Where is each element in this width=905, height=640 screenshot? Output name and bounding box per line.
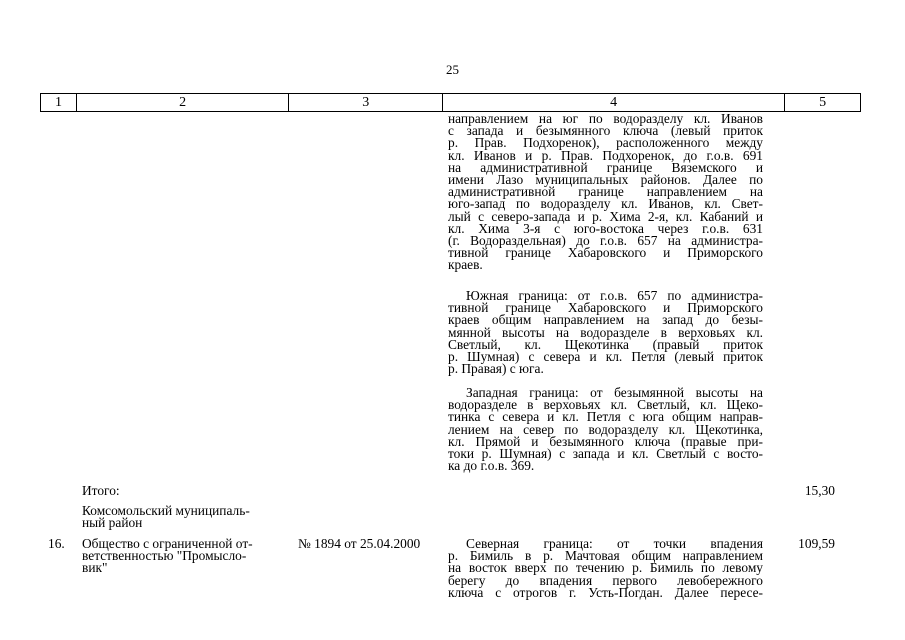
text-line: лением на север по водоразделу кл. Щекотинка, bbox=[448, 421, 763, 437]
text-line: кл. Прямой и безымянного ключа (правые при- bbox=[448, 433, 763, 449]
boundary-continuation bbox=[448, 113, 763, 272]
entry-number: 16. bbox=[48, 536, 65, 551]
text-line: тивной границе Хабаровского и Приморского bbox=[448, 245, 763, 261]
entry-license: № 1894 от 25.04.2000 bbox=[298, 536, 421, 551]
text-line: (г. Водораздельная) до г.о.в. 657 на администра- bbox=[448, 233, 763, 249]
text-line: тинка с севера и кл. Петля с юга общим направ- bbox=[448, 409, 763, 425]
entry-organization bbox=[82, 538, 253, 575]
district-label-line: ный район bbox=[82, 515, 143, 531]
text-line: Южная граница: от г.о.в. 657 по администра- bbox=[466, 288, 763, 303]
district-label bbox=[82, 505, 250, 529]
header-col-4: 4 bbox=[443, 94, 785, 111]
text-line: Западная граница: от безымянной высоты на bbox=[466, 385, 763, 400]
page-number: 25 bbox=[446, 62, 459, 77]
text-line: токи р. Шумная) с запада и кл. Светлый с восто- bbox=[448, 446, 763, 462]
total-value: 15,30 bbox=[804, 483, 835, 498]
entry-description bbox=[448, 538, 763, 599]
text-line: Светлый, кл. Щекотинка (правый приток bbox=[448, 336, 763, 352]
south-boundary bbox=[448, 290, 763, 375]
text-line: ка до г.о.в. 369. bbox=[448, 458, 535, 474]
text-line: с запада и безымянного ключа (левый приток bbox=[448, 123, 763, 139]
header-col-1: 1 bbox=[41, 94, 77, 111]
text-line: лый с северо-запада и р. Хима 2-я, кл. Кабаний и bbox=[448, 208, 763, 224]
text-line: кл. Хима 3-я с юго-востока через г.о.в. 631 bbox=[448, 220, 763, 236]
header-col-3: 3 bbox=[289, 94, 443, 111]
header-col-2: 2 bbox=[77, 94, 289, 111]
total-label: Итого: bbox=[82, 483, 120, 498]
text-line: мянной высоты на водоразделе в верховьях кл. bbox=[448, 324, 763, 340]
header-col-5: 5 bbox=[819, 95, 827, 110]
text-line: тивной границе Хабаровского и Приморского bbox=[448, 300, 763, 316]
text-line: р. Прав. Подхоренок), расположенного между bbox=[448, 135, 763, 151]
text-line: имени Лазо муниципальных районов. Далее по bbox=[448, 172, 763, 188]
org-line: Общество с ограниченной от- bbox=[82, 536, 253, 551]
text-line: водоразделе в верховьях кл. Светлый, кл. Щеко- bbox=[448, 397, 763, 413]
entry-area: 109,59 bbox=[798, 536, 835, 551]
west-boundary bbox=[448, 387, 763, 472]
text-line: ключа с отрогов г. Усть-Погдан. Далее пересе- bbox=[448, 584, 763, 600]
text-line: на административной границе Вяземского и bbox=[448, 159, 763, 175]
text-line: на восток вверх по течению р. Бимиль по левому bbox=[448, 560, 763, 576]
text-line: кл. Иванов и р. Прав. Подхоренок, до г.о.в. 691 bbox=[448, 147, 763, 163]
text-line: р. Правая) с юга. bbox=[448, 361, 544, 377]
text-line: юго-запад по водоразделу кл. Иванов, кл. Свет- bbox=[448, 196, 763, 212]
text-line: административной границе направлением на bbox=[448, 184, 763, 200]
text-line: Северная граница: от точки впадения bbox=[466, 536, 763, 551]
district-label-line: Комсомольский муниципаль- bbox=[82, 503, 250, 518]
text-line: р. Бимиль в р. Мачтовая общим направлением bbox=[448, 548, 763, 564]
text-line: краев. bbox=[448, 257, 483, 273]
table-header-row bbox=[40, 93, 861, 112]
text-line: краев общим направлением на запад до безы- bbox=[448, 312, 763, 328]
text-line: берегу до впадения первого левобережного bbox=[448, 572, 763, 588]
org-line: ветственностью "Промысло- bbox=[82, 548, 247, 564]
text-line: р. Шумная) с севера и кл. Петля (левый приток bbox=[448, 349, 763, 365]
org-line: вик" bbox=[82, 560, 108, 576]
text-line: направлением на юг по водоразделу кл. Иванов bbox=[448, 111, 763, 126]
